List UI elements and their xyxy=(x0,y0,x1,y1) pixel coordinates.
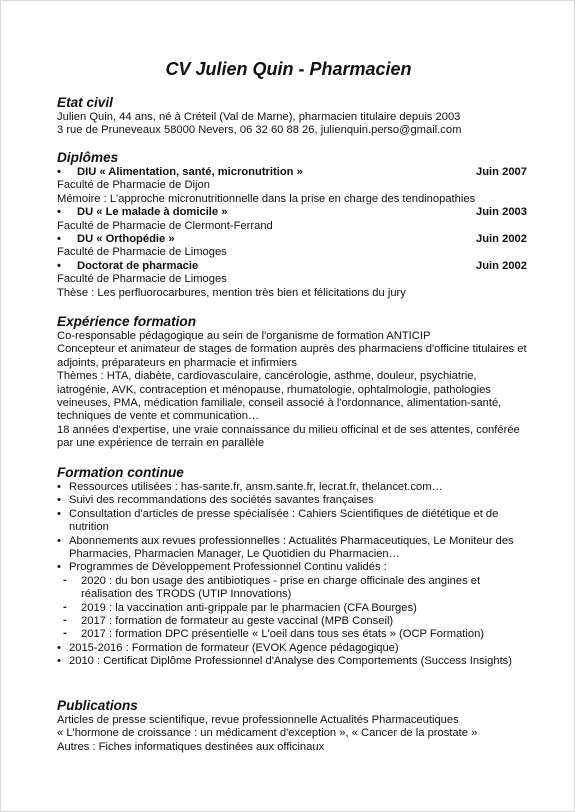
sub-item: - 2020 : du bon usage des antibiotiques - prise en charge officinale des angines et xyxy=(57,575,527,588)
section-heading: Etat civil xyxy=(57,95,113,110)
publication-line: Autres : Fiches informatiques destinées aux officinaux xyxy=(57,740,325,753)
section-heading: Formation continue xyxy=(57,465,184,480)
experience-paragraph: 18 années d'expertise, une vraie connaissance du milieu officinal et de ses attentes, conférée par une expérience de terrain en parallèle xyxy=(57,423,520,450)
bullet: • xyxy=(57,259,61,272)
bullet: • xyxy=(57,166,61,178)
section-heading: Publications xyxy=(57,698,138,713)
list-item: • 2010 : Certificat Diplôme Professionnel d'Analyse des Comportements (Success Insights) xyxy=(57,655,527,668)
section-publications xyxy=(57,698,527,754)
list-item: • Abonnements aux revues professionnelles : Actualités Pharmaceutiques, Le Moniteur des Pharmacies, Pharmacien Manager, Le Quotidien du Pharmacien… xyxy=(57,535,527,562)
bullet: • xyxy=(57,206,61,219)
diploma-date: Juin 2002 xyxy=(476,233,527,246)
section-heading: Diplômes xyxy=(57,150,119,165)
experience-paragraph: Co-responsable pédagogique au sein de l'organisme de formation ANTICIP xyxy=(57,330,431,342)
diploma-row xyxy=(57,206,527,219)
sub-item: - 2017 : formation de formateur au geste vaccinal (MPB Conseil) xyxy=(57,615,527,628)
diploma-detail: Faculté de Pharmacie de Limoges xyxy=(57,273,227,286)
list-item: • Consultation d'articles de presse spécialisée : Cahiers Scientifiques de diététique et de nutrition xyxy=(57,508,527,535)
diploma-date: Juin 2007 xyxy=(476,166,527,178)
section-etat-civil xyxy=(57,95,527,138)
experience-paragraph: Concepteur et animateur de stages de formation auprès des pharmaciens d'officine titulaires et adjoints, préparateurs en pharmacie et infirmiers xyxy=(57,343,527,369)
sub-item: - 2019 : la vaccination anti-grippale par le pharmacien (CFA Bourges) xyxy=(57,602,527,615)
section-experience xyxy=(57,314,527,451)
diploma-date: Juin 2003 xyxy=(476,206,527,219)
training-list xyxy=(57,481,527,575)
diploma-detail: Mémoire : L'approche micronutritionnelle dans la prise en charge des tendinopathies xyxy=(57,192,476,205)
bullet: • xyxy=(57,233,61,246)
diploma-detail: Thèse : Les perfluorocarbures, mention très bien et félicitations du jury xyxy=(57,286,406,299)
list-item: • Suivi des recommandations des sociétés savantes françaises xyxy=(57,494,527,507)
publication-line: Articles de presse scientifique, revue professionnelle Actualités Pharmaceutiques xyxy=(57,714,459,726)
identity-line: Julien Quin, 44 ans, né à Créteil (Val de Marne), pharmacien titulaire depuis 2003 xyxy=(57,111,461,123)
diploma-title: DIU « Alimentation, santé, micronutrition » xyxy=(77,166,303,178)
section-formation-continue xyxy=(57,465,527,669)
diploma-title: DU « Orthopédie » xyxy=(77,233,175,246)
training-list-continued xyxy=(57,642,527,669)
sub-item: - 2017 : formation DPC présentielle « L'oeil dans tous ses états » (OCP Formation) xyxy=(57,628,527,641)
diploma-row xyxy=(57,166,527,179)
diploma-detail: Faculté de Pharmacie de Clermont-Ferrand xyxy=(57,219,273,232)
diploma-title: DU « Le malade à domicile » xyxy=(77,206,228,219)
diploma-row xyxy=(57,233,527,246)
publication-line: « L'hormone de croissance : un médicament d'exception », « Cancer de la prostate » xyxy=(57,727,478,740)
list-item: • Ressources utilisées : has-sante.fr, ansm.sante.fr, lecrat.fr, thelancet.com… xyxy=(57,481,527,494)
list-item: • 2015-2016 : Formation de formateur (EVOK Agence pédagogique) xyxy=(57,642,527,655)
section-heading: Expérience formation xyxy=(57,314,196,329)
cv-title: CV Julien Quin - Pharmacien xyxy=(165,59,412,79)
section-diplomes xyxy=(57,150,527,300)
dpc-sublist xyxy=(57,575,527,642)
sub-item-continuation: réalisation des TRODS (UTIP Innovations) xyxy=(81,588,292,601)
diploma-detail: Faculté de Pharmacie de Dijon xyxy=(57,179,210,192)
diploma-detail: Faculté de Pharmacie de Limoges xyxy=(57,246,227,259)
list-item: • Programmes de Développement Professionnel Continu validés : xyxy=(57,561,527,574)
experience-themes: Thèmes : HTA, diabète, cardiovasculaire, cancérologie, asthme, douleur, psychiatrie, iatrogénie, AVK, contraception et ménopause, rhumatologie, ophtalmologie, pathologies veineuses, PMA, médication familiale, conseil associé à l'ordonnance, alimentation-santé, techniques de vente et communication… xyxy=(57,370,502,423)
diploma-row xyxy=(57,260,527,273)
address-line: 3 rue de Pruneveaux 58000 Nevers, 06 32 60 88 26, julienquin.perso@gmail.com xyxy=(57,124,462,137)
diploma-title: Doctorat de pharmacie xyxy=(77,259,199,272)
diploma-date: Juin 2002 xyxy=(476,259,527,272)
